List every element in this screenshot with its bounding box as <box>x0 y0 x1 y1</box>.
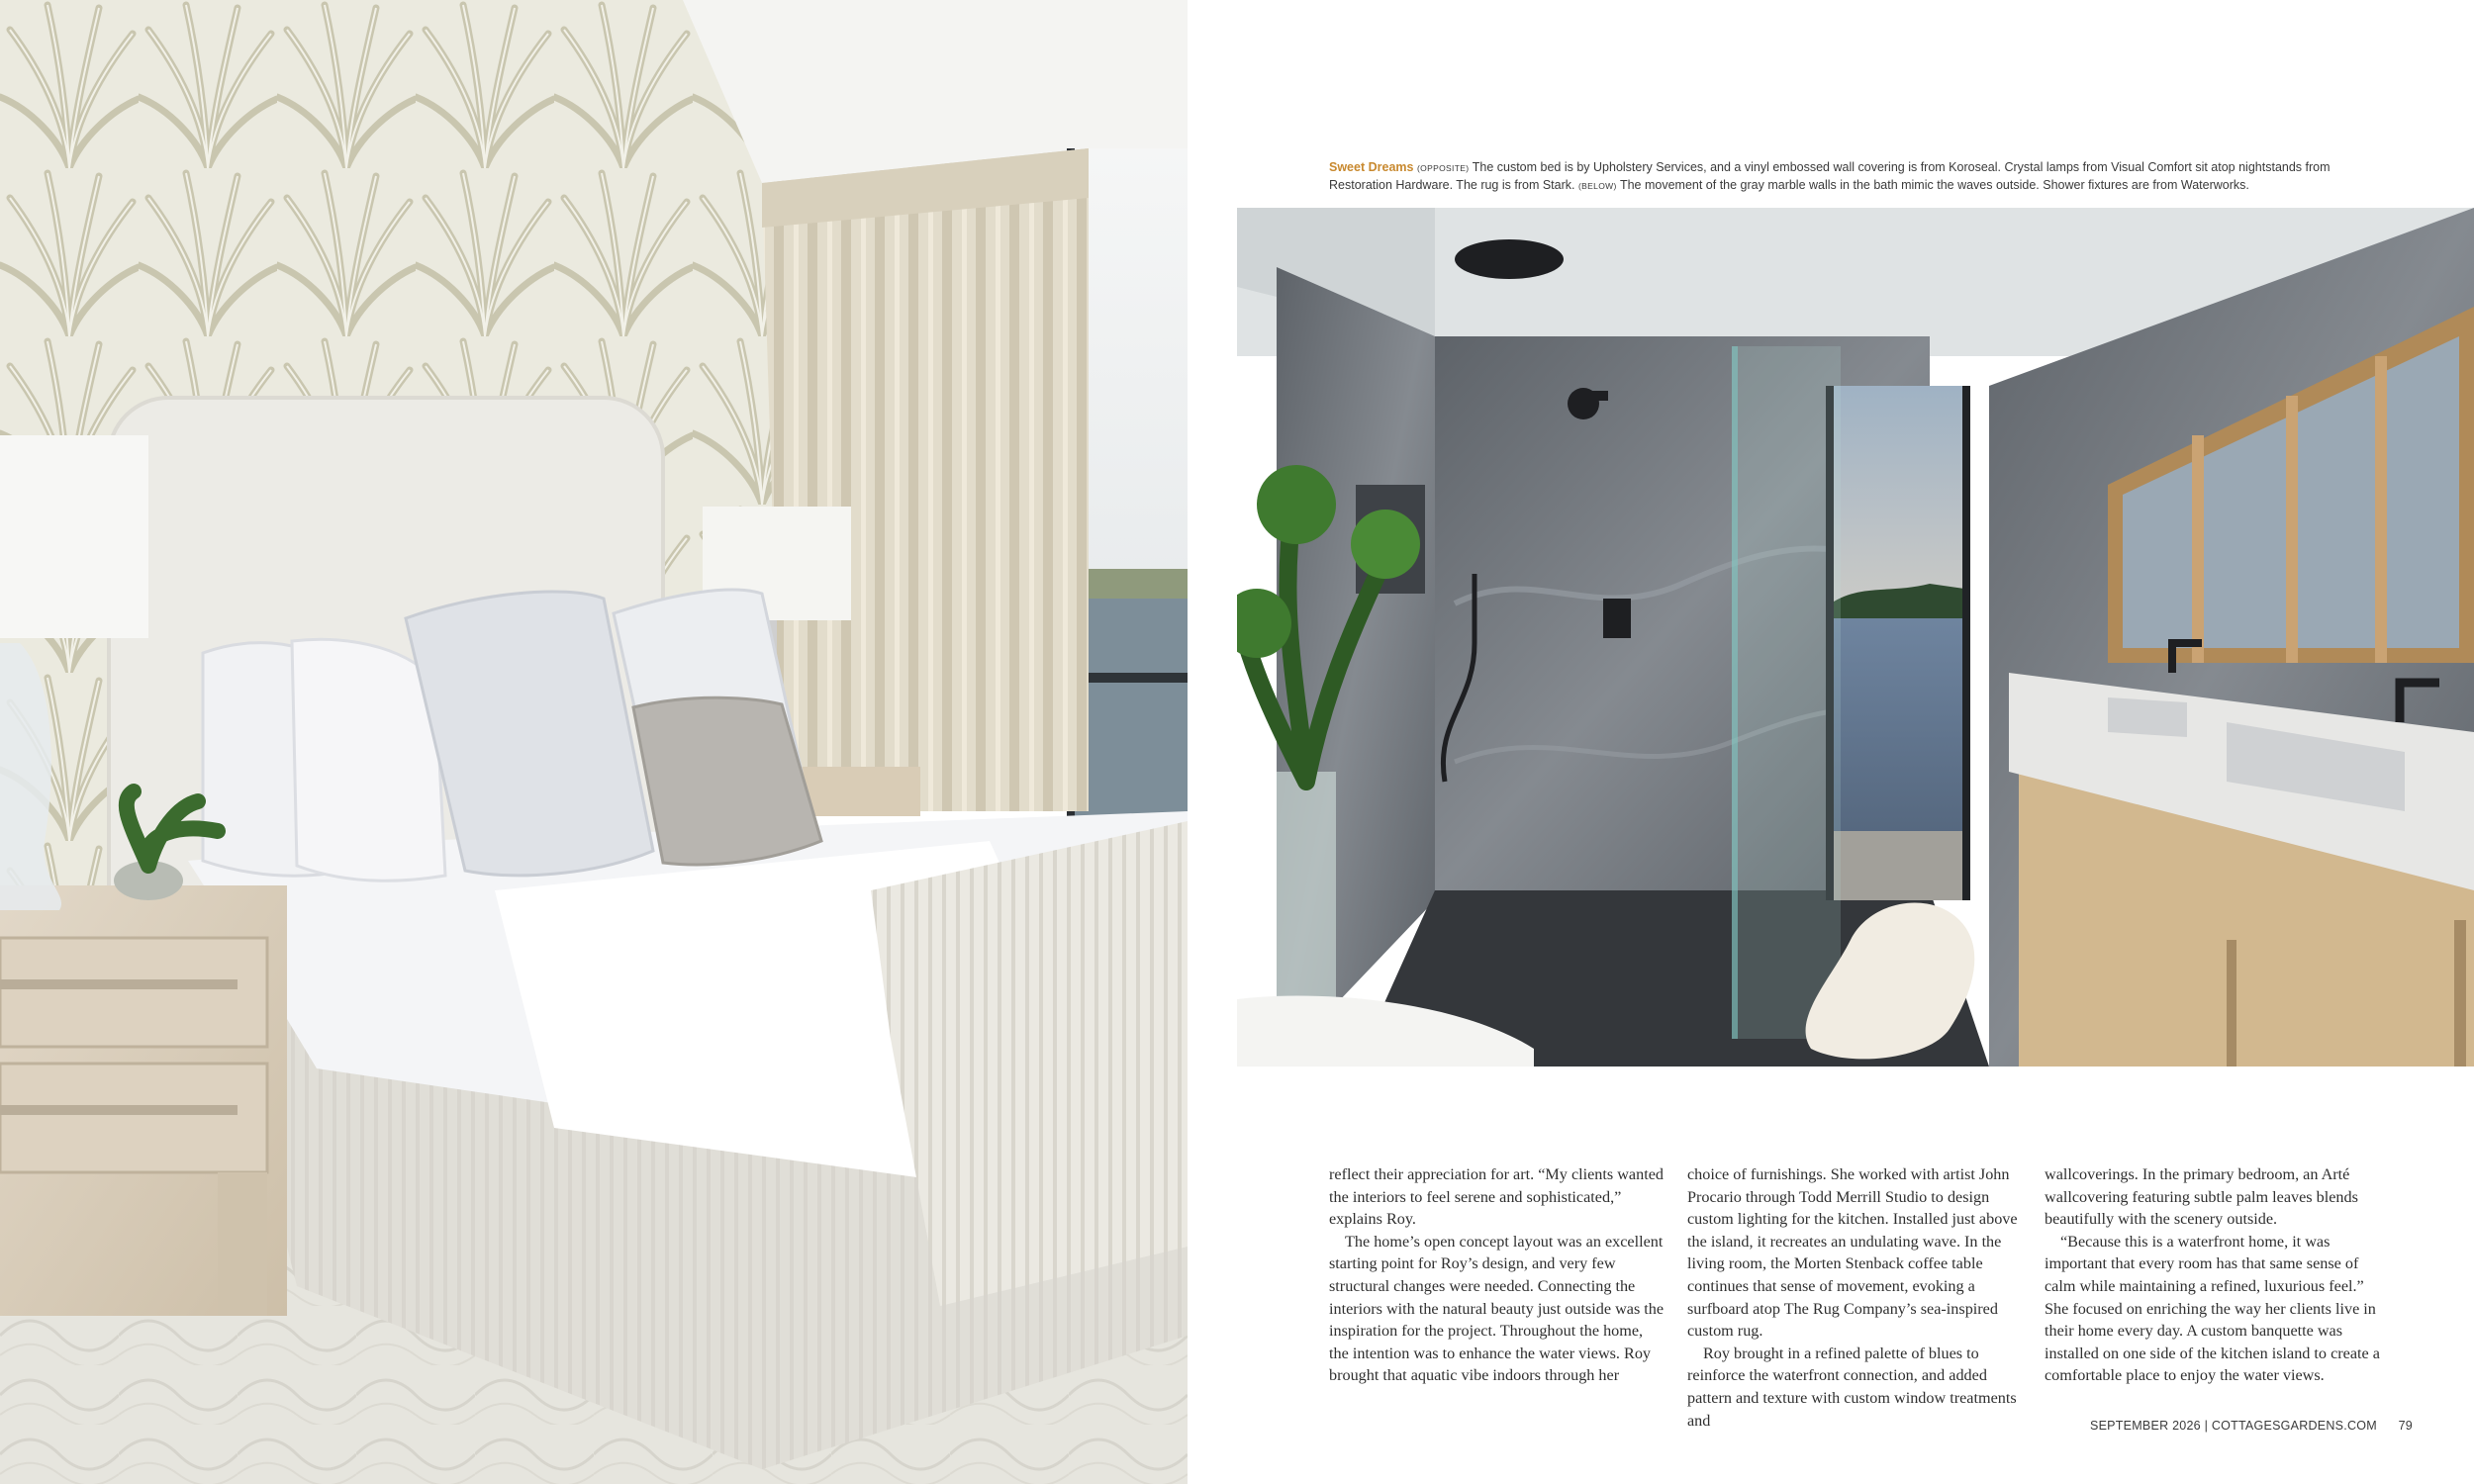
bedroom-photo <box>0 0 1188 1484</box>
body-column-2 <box>1687 1163 2024 1432</box>
issue-and-url: SEPTEMBER 2026 | COTTAGESGARDENS.COM <box>2090 1419 2377 1433</box>
caption-text-bath: The movement of the gray marble walls in the bath mimic the waves outside. Shower fixtures are from Waterworks. <box>1616 178 2249 193</box>
body-paragraph: wallcoverings. In the primary bedroom, an Arté wallcovering featuring subtle palm leaves blends beautifully with the scenery outside. <box>2045 1165 2358 1229</box>
caption-kicker: Sweet Dreams <box>1329 160 1414 174</box>
body-paragraph: The home’s open concept layout was an excellent starting point for Roy’s design, and very few structural changes were needed. Connecting the interiors with the natural beauty just outside was the inspiration for the project. Throughout the home, the intention was to enhance the water views. Roy brought that aquatic vibe indoors through her <box>1329 1232 1665 1385</box>
body-column-3 <box>2045 1163 2381 1387</box>
caption-tag-opposite: (OPPOSITE) <box>1416 163 1470 173</box>
bathroom-photo <box>1237 208 2474 1067</box>
caption-text-bedroom: The custom bed is by Upholstery Services, and a vinyl embossed wall covering is from Koroseal. Crystal lamps from Visual Comfort sit atop nightstands from Restoration Hardware. The rug is from Stark. <box>1329 160 2331 193</box>
body-paragraph: choice of furnishings. She worked with artist John Procario through Todd Merrill Studio to design custom lighting for the kitchen. Installed just above the island, it recreates an undulating wave. In the living room, the Morten Stenback coffee table continues that sense of movement, evoking a surfboard atop The Rug Company’s sea-inspired custom rug. <box>1687 1165 2018 1341</box>
page-footer <box>2090 1419 2413 1433</box>
caption-tag-below: (BELOW) <box>1577 181 1617 192</box>
photo-caption <box>1329 158 2368 194</box>
body-paragraph: Roy brought in a refined palette of blues to reinforce the waterfront connection, and added pattern and texture with custom window treatments and <box>1687 1344 2017 1430</box>
body-paragraph: reflect their appreciation for art. “My clients wanted the interiors to feel serene and sophisticated,” explains Roy. <box>1329 1165 1664 1229</box>
body-column-1 <box>1329 1163 1665 1387</box>
body-paragraph: “Because this is a waterfront home, it was important that every room has that same sense of calm while maintaining a refined, luxurious feel.” She focused on enriching the way her clients live in their home every day. A custom banquette was installed on one side of the kitchen island to create a comfortable place to enjoy the water views. <box>2045 1232 2380 1385</box>
page-number: 79 <box>2398 1419 2413 1433</box>
